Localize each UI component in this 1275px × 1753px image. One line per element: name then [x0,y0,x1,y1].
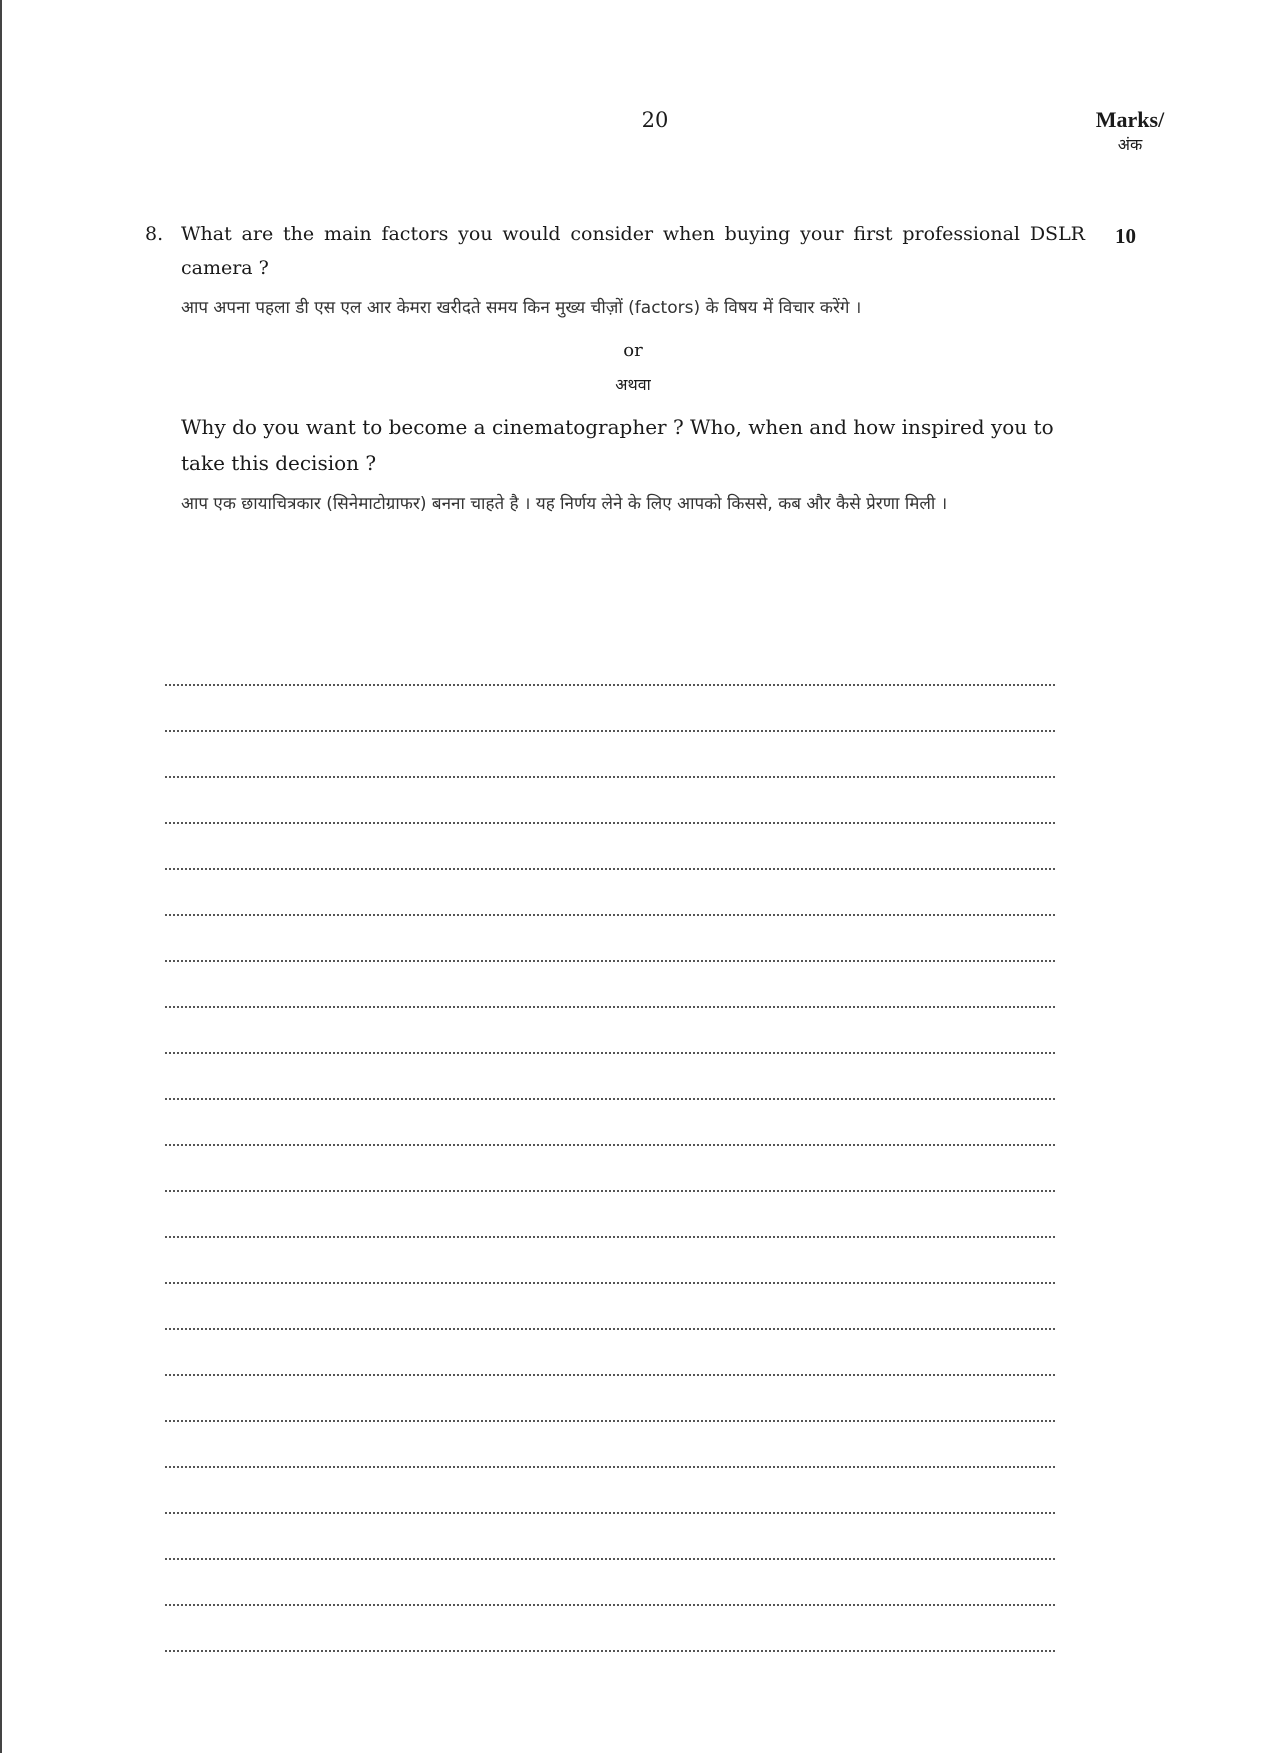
answer-line[interactable] [165,1606,1055,1652]
answer-line[interactable] [165,1376,1055,1422]
answer-line[interactable] [165,1192,1055,1238]
question-part-a-english: What are the main factors you would consider when buying your first professional DSLR camera ? [181,223,1085,279]
answer-line[interactable] [165,824,1055,870]
question-part-b-hindi: आप एक छायाचित्रकार (सिनेमाटोग्राफर) बनना चाहते है । यह निर्णय लेने के लिए आपको किससे, कब और कैसे प्रेरणा मिली । [181,494,948,514]
page-number: 20 [641,108,669,132]
question-body [181,217,1085,521]
answer-line[interactable] [165,778,1055,824]
or-separator: or [623,340,643,361]
answer-line[interactable] [165,1054,1055,1100]
marks-label-hindi: अंक [1117,135,1143,154]
answer-line[interactable] [165,1284,1055,1330]
marks-label: Marks/ [1095,107,1165,132]
question-number: 8. [145,223,164,245]
answer-line[interactable] [165,1422,1055,1468]
answer-line[interactable] [165,1560,1055,1606]
answer-writing-area[interactable] [165,640,1055,1652]
answer-line[interactable] [165,1008,1055,1054]
answer-line[interactable] [165,1100,1055,1146]
answer-line[interactable] [165,640,1055,686]
question-part-b-english: Why do you want to become a cinematographer ? Who, when and how inspired you to take this decision ? [181,415,1054,475]
marks-column-heading [1070,106,1190,156]
question-part-a-hindi: आप अपना पहला डी एस एल आर केमरा खरीदते समय किन मुख्य चीज़ों (factors) के विषय में विचार करेंगे । [181,298,862,318]
answer-line[interactable] [165,1514,1055,1560]
answer-line[interactable] [165,916,1055,962]
or-separator-hindi: अथवा [615,375,651,394]
answer-line[interactable] [165,686,1055,732]
answer-line[interactable] [165,1238,1055,1284]
answer-line[interactable] [165,1468,1055,1514]
page-edge-rule [0,0,2,1753]
answer-line[interactable] [165,962,1055,1008]
answer-line[interactable] [165,732,1055,778]
answer-line[interactable] [165,1146,1055,1192]
answer-line[interactable] [165,1330,1055,1376]
answer-line[interactable] [165,870,1055,916]
question-marks: 10 [1115,224,1136,248]
